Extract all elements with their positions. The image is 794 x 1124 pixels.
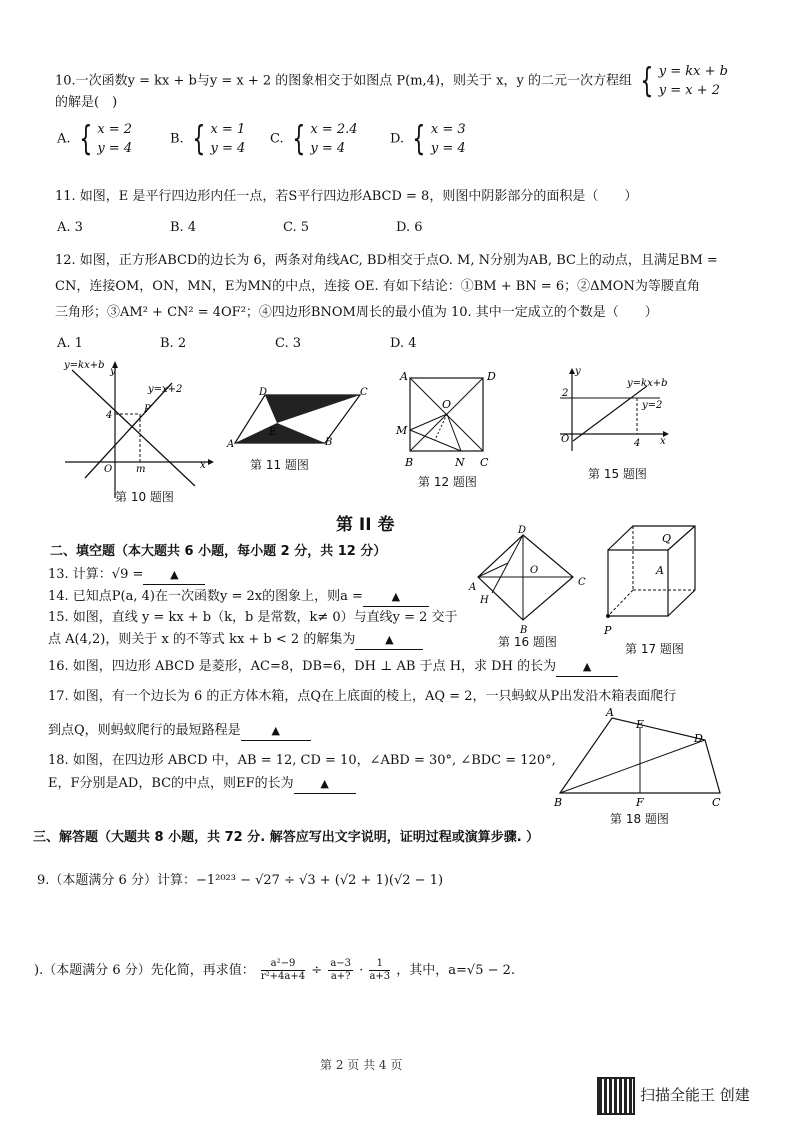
- answer-mark: ▲: [170, 568, 179, 581]
- section-2-heading: 二、填空题（本大题共 6 小题，每小题 2 分，共 12 分）: [50, 544, 387, 559]
- question-20: [34, 958, 515, 983]
- q11-option-b[interactable]: B. 4: [170, 220, 197, 235]
- question-17: [48, 722, 311, 741]
- question-13: [48, 566, 205, 585]
- question-15: [48, 631, 423, 650]
- fig18-caption: 第 18 题图: [610, 812, 669, 826]
- option-line: y = 4: [210, 141, 246, 156]
- fig18-c-label: C: [712, 796, 721, 809]
- q14-text: 14. 已知点P(a, 4)在一次函数y = 2x的图象上，则a =: [48, 589, 363, 604]
- fig18-f-label: F: [636, 796, 644, 809]
- fig11-d-label: D: [259, 387, 268, 398]
- option-label: A.: [57, 131, 71, 147]
- fig10-origin-label: O: [104, 464, 113, 475]
- fraction-denominator: a+3: [369, 971, 391, 982]
- fig15-x-label: x: [660, 436, 666, 447]
- option-label: C.: [270, 131, 284, 147]
- fig16-o-label: O: [530, 565, 539, 576]
- q18-text: E，F分别是AD，BC的中点，则EF的长为: [48, 776, 294, 791]
- fraction-numerator: a²−9: [261, 958, 305, 971]
- brace-icon: {: [292, 119, 306, 159]
- section-2-title: 第 II 卷: [336, 515, 395, 535]
- q11-option-a[interactable]: A. 3: [57, 220, 83, 235]
- q15-line1: 15. 如图，直线 y = kx + b（k，b 是常数，k≠ 0）与直线y = 2 交于: [48, 610, 458, 625]
- answer-mark: ▲: [320, 777, 329, 790]
- fig12-o-label: O: [442, 398, 452, 411]
- fig10-m-label: m: [136, 464, 146, 475]
- page-footer: 第 2 页 共 4 页: [320, 1058, 403, 1072]
- brace-icon: {: [79, 119, 92, 159]
- q14-answer-blank[interactable]: [363, 588, 429, 607]
- section-3-heading: 三、解答题（大题共 8 小题，共 72 分. 解答应写出文字说明，证明过程或演算步骤. ）: [33, 830, 540, 845]
- fig11-e-label: E: [269, 427, 277, 438]
- fig10-p-label: P: [144, 404, 151, 415]
- figure-10: [60, 358, 220, 507]
- fig18-b-label: B: [554, 796, 563, 809]
- figure-15: [555, 366, 675, 460]
- fig10-line2-label: y=x+2: [148, 384, 183, 395]
- q13-answer-blank[interactable]: [143, 566, 205, 585]
- q18-line1: 18. 如图，在四边形 ABCD 中，AB = 12, CD = 10，∠ABD = 30°, ∠BDC = 120°,: [48, 753, 556, 768]
- fig12-b-label: B: [405, 456, 414, 469]
- fig11-caption: 第 11 题图: [250, 458, 309, 472]
- question-10: [55, 62, 728, 100]
- fig17-q-label: Q: [662, 532, 672, 545]
- q20-fraction-2: [328, 958, 353, 983]
- question-16: [48, 658, 618, 677]
- option-label: D.: [390, 131, 405, 147]
- option-line: x = 2.4: [310, 122, 358, 137]
- fig12-caption: 第 12 题图: [418, 475, 477, 489]
- fig16-c-label: C: [578, 577, 586, 588]
- q12-option-b[interactable]: B. 2: [160, 336, 187, 351]
- option-line: x = 3: [430, 122, 466, 137]
- fig17-caption: 第 17 题图: [625, 642, 684, 656]
- option-line: y = 4: [97, 141, 133, 156]
- fraction-numerator: a−3: [330, 958, 352, 969]
- q11-option-c[interactable]: C. 5: [283, 220, 310, 235]
- q16-text: 16. 如图，四边形 ABCD 是菱形，AC=8，DB=6，DH ⊥ AB 于点 H，求 DH 的长为: [48, 659, 557, 674]
- fig15-y-label: y: [575, 366, 581, 377]
- q10-option-a[interactable]: [57, 120, 132, 158]
- fraction-denominator: a+?: [330, 971, 351, 982]
- option-label: B.: [170, 131, 184, 147]
- fig18-a-label: A: [606, 706, 614, 719]
- multiply-dot: ·: [359, 963, 364, 978]
- q12-option-c[interactable]: C. 3: [275, 336, 302, 351]
- fig11-c-label: C: [360, 387, 368, 398]
- answer-mark: ▲: [582, 660, 592, 673]
- fig15-origin-label: O: [561, 434, 570, 445]
- fig17-p-label: P: [604, 624, 612, 637]
- fig16-d-label: D: [518, 525, 527, 536]
- figure-17: [598, 518, 708, 647]
- option-line: y = 4: [430, 141, 466, 156]
- figure-12: [395, 370, 495, 474]
- fig16-caption: 第 16 题图: [498, 635, 557, 649]
- question-19: 9.（本题满分 6 分）计算：−1²⁰²³ − √27 ÷ √3 + (√2 + 1)(√2 − 1): [37, 873, 444, 888]
- q11-option-d[interactable]: D. 6: [396, 220, 423, 235]
- fig10-y-label: y: [110, 366, 116, 377]
- brace-icon: {: [640, 61, 654, 101]
- q12-option-a[interactable]: A. 1: [57, 336, 83, 351]
- q12-line1: 12. 如图，正方形ABCD的边长为 6，两条对角线AC, BD相交于点O. M, N分别为AB, BC上的动点，且满足BM =: [55, 253, 718, 268]
- q17-answer-blank[interactable]: [241, 722, 311, 741]
- q20-fraction-3: [369, 958, 390, 983]
- fig18-d-label: D: [694, 732, 703, 745]
- q17-text: 到点Q，则蚂蚁爬行的最短路程是: [48, 723, 241, 738]
- fig12-d-label: D: [487, 370, 496, 383]
- option-line: y = 4: [310, 141, 346, 156]
- figure-18: [550, 708, 730, 812]
- q17-line1: 17. 如图，有一个边长为 6 的正方体木箱，点Q在上底面的棱上，AQ = 2，一只蚂蚁从P出发沿木箱表面爬行: [48, 689, 677, 704]
- q15-answer-blank[interactable]: [355, 631, 423, 650]
- fig16-b-label: B: [520, 625, 528, 636]
- option-line: x = 1: [210, 122, 246, 137]
- fig12-m-label: M: [396, 424, 408, 437]
- fraction-denominator: r²+4a+4: [260, 971, 306, 982]
- question-14: [48, 588, 429, 607]
- fig12-n-label: N: [455, 456, 465, 469]
- q12-line3: 三角形；③AM² + CN² = 4OF²；④四边形BNOM周长的最小值为 10. 其中一定成立的个数是（ ）: [55, 305, 658, 320]
- q10-tail: 的解是( ): [55, 95, 118, 110]
- question-11: 11. 如图，E 是平行四边形内任一点，若S平行四边形ABCD = 8，则图中阴影部分的面积是（ ）: [55, 189, 638, 204]
- q10-option-b[interactable]: [170, 120, 245, 158]
- q16-answer-blank[interactable]: [556, 658, 618, 677]
- scanner-brand: 扫描全能王 创建: [640, 1086, 750, 1104]
- q10-text: 10.一次函数y = kx + b与y = x + 2 的图象相交于如图点 P(m,4)，则关于 x，y 的二元一次方程组: [55, 73, 632, 89]
- fig10-four-label: 4: [106, 410, 113, 421]
- q12-line2: CN，连接OM，ON，MN，E为MN的中点，连接 OE. 有如下结论：①BM + BN = 6；②ΔMON为等腰直角: [55, 279, 700, 294]
- fig10-caption: 第 10 题图: [115, 490, 174, 504]
- brace-icon: {: [412, 119, 426, 159]
- fig11-b-label: B: [325, 437, 333, 448]
- q12-option-d[interactable]: D. 4: [390, 336, 417, 351]
- fig10-line1-label: y=kx+b: [64, 360, 105, 371]
- q20-condition: ，其中，a=√5 − 2.: [396, 963, 516, 978]
- fig17-a-label: A: [656, 564, 664, 577]
- fig15-two-label: 2: [562, 388, 569, 399]
- question-18: [48, 775, 356, 794]
- q10-eq1: y = kx + b: [658, 64, 728, 79]
- q15-text: 点 A(4,2)，则关于 x 的不等式 kx + b < 2 的解集为: [48, 632, 356, 647]
- fig15-line-label: y=kx+b: [627, 378, 668, 389]
- q10-system: [636, 62, 728, 100]
- fig12-c-label: C: [480, 456, 489, 469]
- q18-answer-blank[interactable]: [294, 775, 356, 794]
- q20-text: ).（本题满分 6 分）先化简，再求值：: [34, 963, 255, 978]
- fig11-a-label: A: [227, 439, 235, 450]
- figure-11: [225, 385, 370, 454]
- q10-option-d[interactable]: [390, 120, 466, 158]
- option-line: x = 2: [97, 122, 133, 137]
- fig18-e-label: E: [636, 718, 645, 731]
- answer-mark: ▲: [391, 590, 401, 603]
- brace-icon: {: [192, 119, 206, 159]
- q10-option-c[interactable]: [270, 120, 358, 158]
- fig16-a-label: A: [469, 582, 477, 593]
- answer-mark: ▲: [385, 633, 394, 646]
- fig10-x-label: x: [200, 460, 206, 471]
- fig16-h-label: H: [480, 595, 489, 606]
- fig15-caption: 第 15 题图: [588, 467, 647, 481]
- q10-eq2: y = x + 2: [658, 83, 720, 98]
- q20-fraction-1: [261, 958, 305, 983]
- figure-16: [468, 525, 598, 639]
- fig15-four-label: 4: [634, 438, 641, 449]
- divide-sign: ÷: [311, 963, 323, 978]
- fig12-a-label: A: [400, 370, 408, 383]
- answer-mark: ▲: [271, 724, 280, 737]
- fig15-h-label: y=2: [642, 400, 663, 411]
- qr-code-icon: [597, 1077, 635, 1115]
- fraction-numerator: 1: [369, 958, 390, 971]
- q13-text: 13. 计算：√9 =: [48, 567, 144, 582]
